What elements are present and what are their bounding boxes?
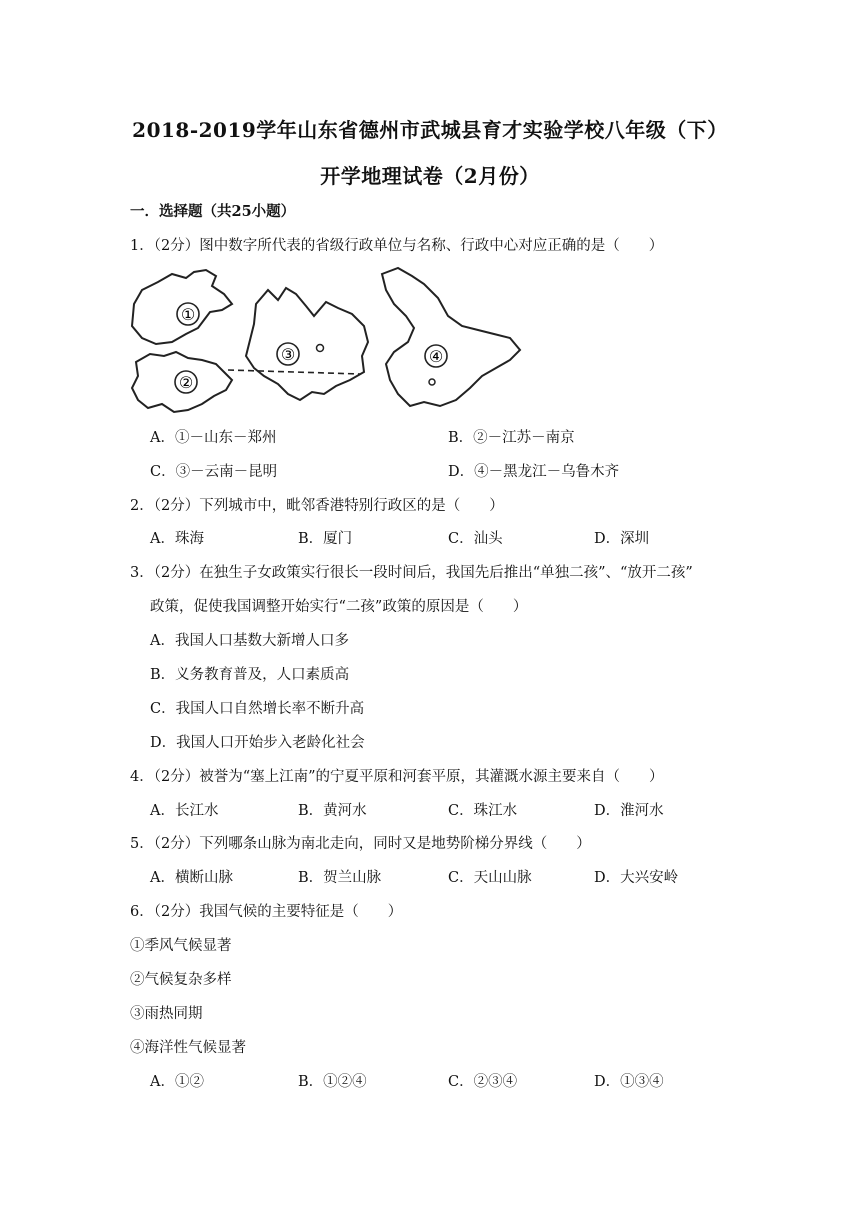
q6-stem: 6．（2分）我国气候的主要特征是（ ） — [130, 904, 403, 920]
map-label-1: ① — [180, 305, 196, 324]
q6-option-d: D．①③④ — [594, 1074, 664, 1090]
map-label-2: ② — [178, 373, 194, 392]
q3-stem-line-2: 政策，促使我国调整开始实行“二孩”政策的原因是（ ） — [150, 599, 528, 615]
q1-option-d: D．④－黑龙江－乌鲁木齐 — [448, 464, 620, 480]
q5-option-d: D．大兴安岭 — [594, 870, 679, 886]
q6-option-a: A．①② — [150, 1074, 204, 1090]
q1-option-b: B．②－江苏－南京 — [448, 430, 575, 446]
q1-province-maps — [128, 264, 524, 416]
q5-option-b: B．贺兰山脉 — [298, 870, 382, 886]
q3-option-d: D．我国人口开始步入老龄化社会 — [150, 735, 365, 751]
q6-item-2: ②气候复杂多样 — [130, 972, 232, 988]
q6-option-c: C．②③④ — [448, 1074, 518, 1090]
q2-option-d: D．深圳 — [594, 531, 650, 547]
q6-item-1: ①季风气候显著 — [130, 938, 232, 954]
map-4-capital-dot — [429, 379, 435, 385]
q3-stem-line-1: 3．（2分）在独生子女政策实行很长一段时间后，我国先后推出“单独二孩”、“放开二孩” — [130, 565, 693, 581]
q3-option-a: A．我国人口基数大新增人口多 — [150, 633, 349, 649]
map-label-4: ④ — [428, 347, 444, 366]
q6-item-3: ③雨热同期 — [130, 1006, 203, 1022]
q2-option-c: C．汕头 — [448, 531, 503, 547]
q4-option-b: B．黄河水 — [298, 803, 367, 819]
q4-option-c: C．珠江水 — [448, 803, 518, 819]
map-3-dashed-line — [228, 370, 360, 374]
exam-title-line-2: 开学地理试卷（2月份） — [320, 164, 540, 188]
q4-option-a: A．长江水 — [150, 803, 219, 819]
q5-option-c: C．天山山脉 — [448, 870, 532, 886]
q1-option-a: A．①－山东－郑州 — [150, 430, 277, 446]
q2-option-b: B．厦门 — [298, 531, 353, 547]
q5-stem: 5．（2分）下列哪条山脉为南北走向，同时又是地势阶梯分界线（ ） — [130, 836, 591, 852]
q3-option-b: B．义务教育普及，人口素质高 — [150, 667, 350, 683]
q1-option-c: C．③－云南－昆明 — [150, 464, 278, 480]
q2-option-a: A．珠海 — [150, 531, 204, 547]
q1-stem: 1．（2分）图中数字所代表的省级行政单位与名称、行政中心对应正确的是（ ） — [130, 238, 664, 254]
map-label-3: ③ — [280, 345, 296, 364]
q5-option-a: A．横断山脉 — [150, 870, 233, 886]
q4-option-d: D．淮河水 — [594, 803, 664, 819]
map-4-outline — [382, 268, 520, 406]
exam-title-line-1: 2018-2019学年山东省德州市武城县育才实验学校八年级（下） — [132, 118, 728, 142]
q6-item-4: ④海洋性气候显著 — [130, 1040, 246, 1056]
section-heading: 一．选择题（共25小题） — [130, 203, 296, 220]
map-3-outline — [246, 288, 368, 400]
q3-option-c: C．我国人口自然增长率不断升高 — [150, 701, 365, 717]
q4-stem: 4．（2分）被誉为“塞上江南”的宁夏平原和河套平原，其灌溉水源主要来自（ ） — [130, 769, 664, 785]
q2-stem: 2．（2分）下列城市中，毗邻香港特别行政区的是（ ） — [130, 498, 504, 514]
map-3-capital-dot — [317, 345, 324, 352]
q6-option-b: B．①②④ — [298, 1074, 367, 1090]
